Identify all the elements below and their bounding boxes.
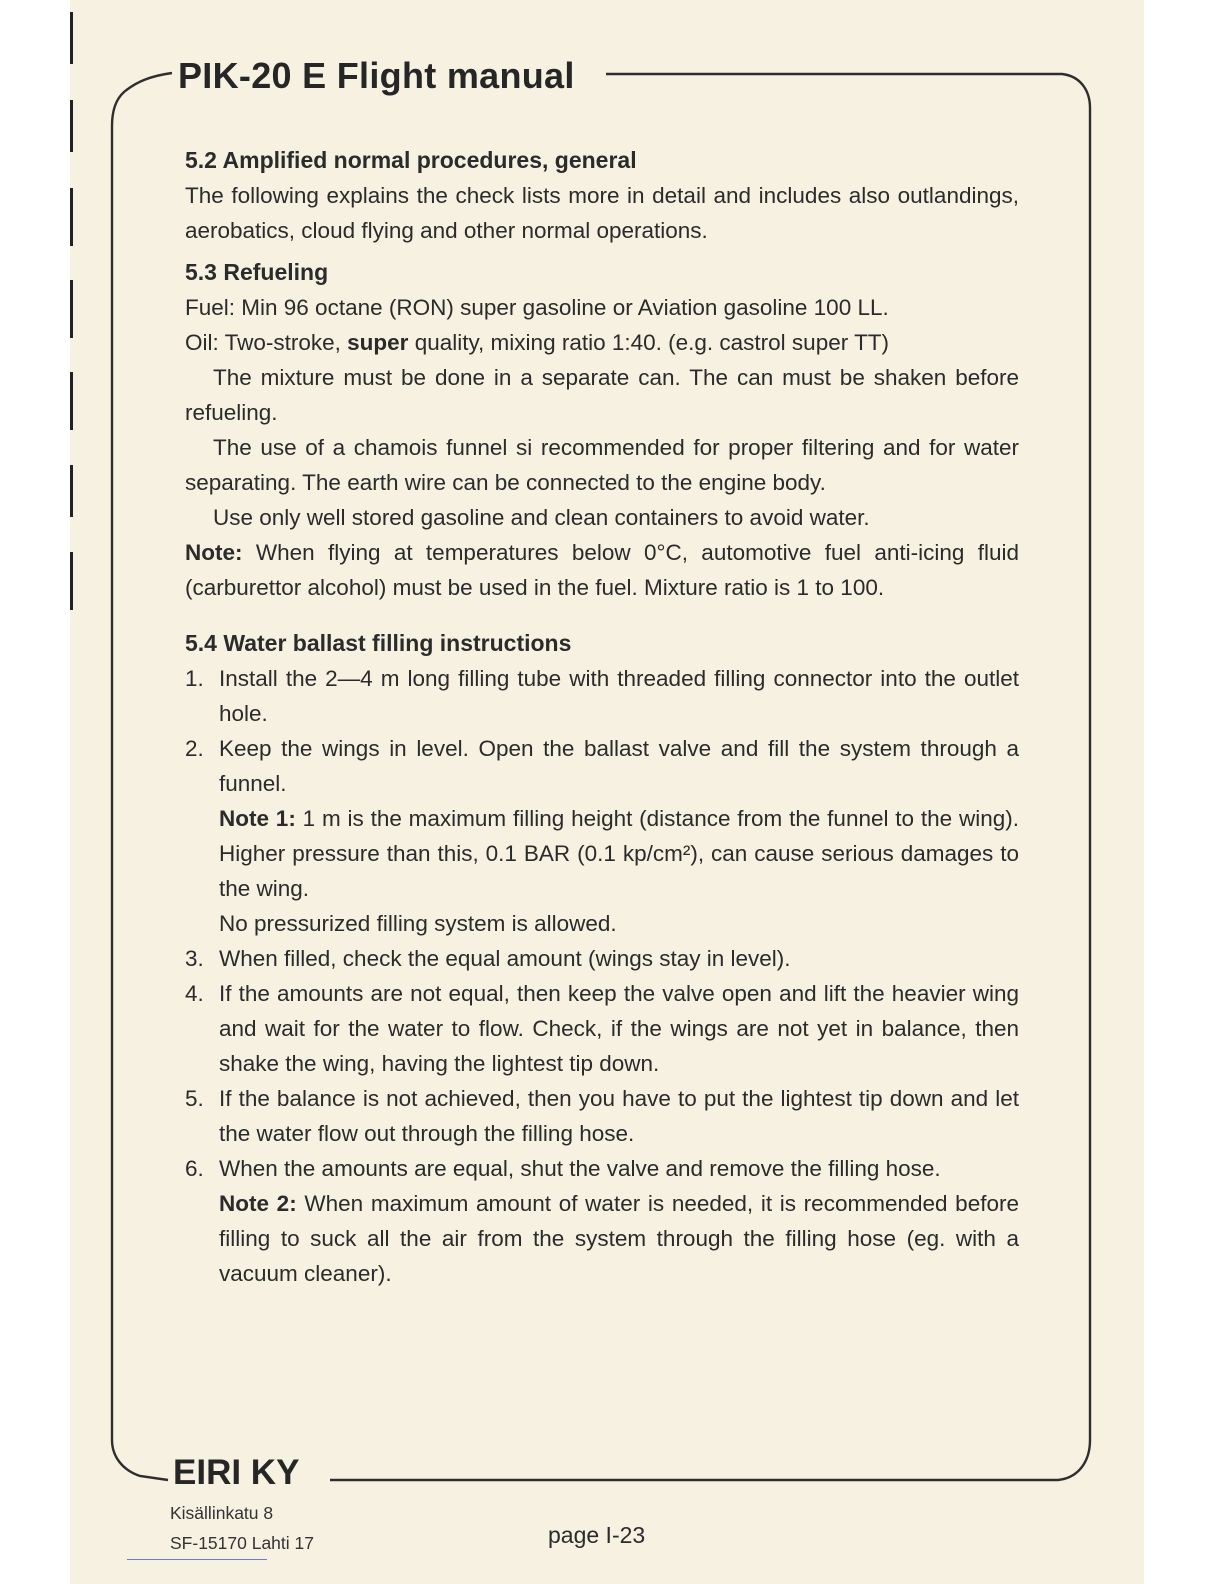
- note-1-label: Note 1:: [219, 806, 296, 831]
- section-heading-5-2: 5.2 Amplified normal procedures, general: [185, 147, 637, 173]
- divider: [127, 1559, 267, 1560]
- section-heading-5-4: 5.4 Water ballast filling instructions: [185, 630, 572, 656]
- page-title: PIK-20 E Flight manual: [178, 55, 575, 96]
- company-address: [170, 1498, 314, 1558]
- step-number: 1.: [185, 666, 204, 691]
- note-text: When flying at temperatures below 0°C, automotive fuel anti-icing fluid (carburettor alcohol) must be used in the fuel. Mixture ratio is 1 to 100.: [185, 540, 1019, 600]
- note-1-text: 1 m is the maximum filling height (distance from the funnel to the wing). Higher pressure than this, 0.1 BAR (0.1 kp/cm²), can cause serious damages to the wing.: [219, 806, 1019, 901]
- list-item: [185, 1081, 1019, 1151]
- list-item: [185, 1151, 1019, 1291]
- step-text: If the amounts are not equal, then keep the valve open and lift the heavier wing and wait for the water to flow. Check, if the wings are not yet in balance, then shake the wing, having the lightest tip down.: [219, 981, 1019, 1076]
- list-item: [185, 941, 1019, 976]
- step-number: 6.: [185, 1156, 204, 1181]
- chamois-paragraph: The use of a chamois funnel si recommended for proper filtering and for water separating. The earth wire can be connected to the engine body.: [185, 435, 1019, 495]
- note-1: [219, 801, 1019, 906]
- ballast-steps-list: [185, 661, 1019, 1291]
- step-text: Keep the wings in level. Open the ballast valve and fill the system through a funnel.: [219, 736, 1019, 796]
- step-text: When filled, check the equal amount (wings stay in level).: [219, 946, 791, 971]
- step-number: 5.: [185, 1086, 204, 1111]
- list-item: [185, 976, 1019, 1081]
- list-item: [185, 731, 1019, 941]
- list-item: [185, 661, 1019, 731]
- note-2-label: Note 2:: [219, 1191, 297, 1216]
- oil-spec-bold: super: [347, 330, 409, 355]
- fuel-spec: Fuel: Min 96 octane (RON) super gasoline or Aviation gasoline 100 LL.: [185, 295, 889, 320]
- step-number: 2.: [185, 736, 204, 761]
- oil-spec-prefix: Oil: Two-stroke,: [185, 330, 341, 355]
- note-1-extra: No pressurized filling system is allowed.: [219, 911, 617, 936]
- step-text: When the amounts are equal, shut the valve and remove the filling hose.: [219, 1156, 941, 1181]
- section-5-2-text: The following explains the check lists more in detail and includes also outlandings, aerobatics, cloud flying and other normal operations.: [185, 183, 1019, 243]
- mixture-paragraph: The mixture must be done in a separate can. The can must be shaken before refueling.: [185, 365, 1019, 425]
- document-body: [185, 142, 1019, 1291]
- note-2: [219, 1186, 1019, 1291]
- address-line-1: Kisällinkatu 8: [170, 1503, 274, 1523]
- stored-gasoline-paragraph: Use only well stored gasoline and clean containers to avoid water.: [213, 505, 870, 530]
- refueling-note: [185, 535, 1019, 605]
- oil-spec-suffix: quality, mixing ratio 1:40. (e.g. castrol super TT): [414, 330, 890, 355]
- step-text: If the balance is not achieved, then you have to put the lightest tip down and let the water flow out through the filling hose.: [219, 1086, 1019, 1146]
- step-number: 4.: [185, 981, 204, 1006]
- note-2-text: When maximum amount of water is needed, it is recommended before filling to suck all the air from the system through the filling hose (eg. with a vacuum cleaner).: [219, 1191, 1019, 1286]
- address-line-2: SF-15170 Lahti 17: [170, 1533, 314, 1553]
- page-number: page I-23: [548, 1522, 646, 1548]
- step-text: Install the 2—4 m long filling tube with threaded filling connector into the outlet hole.: [219, 666, 1019, 726]
- step-number: 3.: [185, 946, 204, 971]
- oil-spec: [185, 325, 1019, 360]
- section-heading-5-3: 5.3 Refueling: [185, 259, 329, 285]
- company-name: EIRI KY: [173, 1453, 300, 1492]
- note-label: Note:: [185, 540, 243, 565]
